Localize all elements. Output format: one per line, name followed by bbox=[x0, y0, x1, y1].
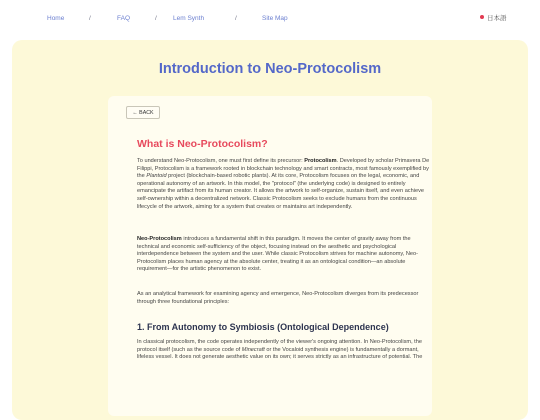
nav-separator: / bbox=[235, 15, 237, 22]
nav-link-home[interactable]: Home bbox=[47, 15, 65, 22]
subsection-heading: 1. From Autonomy to Symbiosis (Ontological Dependence) bbox=[137, 322, 389, 332]
term-plantoid: Plantoid bbox=[146, 173, 167, 180]
term-protocolism: Protocolism bbox=[304, 158, 337, 164]
nav-separator: / bbox=[89, 15, 91, 22]
nav-link-lem-synth[interactable]: Lem Synth bbox=[173, 15, 205, 22]
language-label: 日本語 bbox=[487, 15, 507, 22]
nav-link-site-map[interactable]: Site Map bbox=[262, 15, 288, 22]
paragraph-principles-intro: As an analytical framework for examining agency and emergence, Neo-Protocolism diverges from its predecessor through three foundational principles: bbox=[137, 291, 419, 305]
language-switcher[interactable] bbox=[480, 15, 507, 23]
term-neo-protocolism: Neo-Protocolism bbox=[137, 236, 182, 242]
nav-separator: / bbox=[155, 15, 157, 22]
section-heading: What is Neo-Protocolism? bbox=[137, 138, 268, 150]
page-title: Introduction to Neo-Protocolism bbox=[158, 61, 382, 77]
paragraph-symbiosis: In classical protocolism, the code operates independently of the viewer's ongoing attention. In Neo-Protocolism, the protocol itself (such as the source code of Minecraft or the Vocaloid synthesis engine) is fundamentally a dormant, lifeless vessel. It does not generate aesthetic value on its own; it serves strictly as an infrastructure of potential. The bbox=[137, 339, 423, 361]
back-button[interactable]: ← BACK bbox=[126, 106, 160, 119]
term-minecraft: Minecraft bbox=[241, 346, 265, 353]
nav-link-faq[interactable]: FAQ bbox=[117, 15, 131, 22]
paragraph-protocolism: To understand Neo-Protocolism, one must first define its precursor: Protocolism. Developed by scholar Primavera De Filippi, Protocolism is a framework rooted in blockchain technology and smart contracts, most famously exemplified by the Plantoid project (blockchain-based robotic plants). At its core, Protocolism focuses on the legal, economic, and operational autonomy of an artwork. In this model, the "protocol" (the underlying code) is designed to entirely emancipate the artifact from its human creator. It allows the artwork to self-organize, sustain itself, and even achieve self-ownership within a decentralized network. Classic Protocolism seeks to exclude humans from the continuous lifecycle of the artwork, aiming for a system that creates or maintains art independently. bbox=[137, 158, 430, 210]
top-navigation bbox=[0, 0, 540, 40]
paragraph-neo-protocolism: Neo-Protocolism introduces a fundamental shift in this paradigm. It moves the center of gravity away from the technical and economic self-sufficiency of the object, focusing instead on the aesthetic and psychological interdependence between the system and the user. While classic Protocolism strives for machine autonomy, Neo-Protocolism places human agency at the absolute center, treating it as an ontological condition—an absolute requirement—for the artistic phenomenon to exist. bbox=[137, 236, 418, 273]
language-dot-icon bbox=[480, 15, 484, 19]
